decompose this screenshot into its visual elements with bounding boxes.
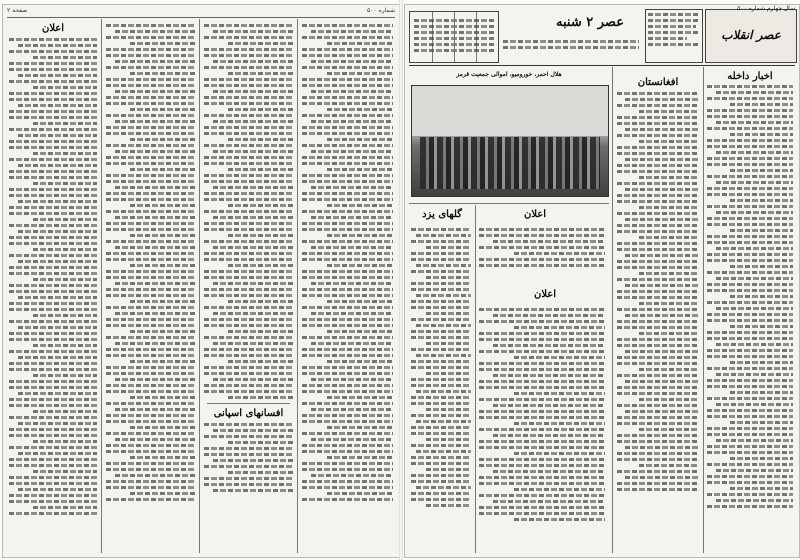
section-rule (409, 203, 609, 204)
left-column-1 (300, 21, 395, 553)
group-photo (411, 85, 609, 197)
right-page (404, 4, 800, 558)
issue-info: سال چهارم شماره ۵۰۰ (737, 5, 795, 12)
left-column-2 (202, 21, 295, 553)
advert-text-1 (477, 225, 607, 285)
left-column-3 (104, 21, 197, 553)
column-rule (199, 19, 200, 553)
right-column-1 (705, 69, 795, 553)
advert-heading-2: اعلان (533, 289, 557, 300)
page-gutter (399, 0, 403, 560)
advert-heading-1: اعلان (523, 209, 547, 220)
left-issue-number: شماره ۵۰۰ (367, 7, 395, 14)
left-page-number: صفحه ۲ (7, 7, 28, 14)
masthead-title: عصر انقلاب (721, 28, 781, 42)
dateline (501, 37, 641, 52)
right-column-4 (409, 225, 473, 553)
masthead-rule (409, 65, 795, 66)
subscription-box (645, 9, 703, 63)
masthead-logo (705, 9, 797, 63)
photo-caption: هلال احمر، خورومیو، اموالی جمعیت قرمز (456, 71, 562, 78)
right-column-3 (477, 305, 607, 553)
day-title: عصر ۲ شنبه (556, 15, 624, 30)
advert-heading: اعلان (41, 23, 65, 34)
afghanistan-heading: افغانستان (637, 77, 679, 88)
section-rule (207, 403, 291, 404)
column-rule (297, 19, 298, 553)
left-page (2, 4, 400, 558)
column-text (7, 38, 99, 515)
column-rule (703, 67, 704, 553)
left-column-4 (7, 21, 99, 553)
price-table (409, 11, 499, 63)
column-rule (475, 205, 476, 553)
right-column-2 (615, 69, 701, 553)
left-running-head (7, 7, 395, 18)
column-rule (101, 19, 102, 553)
yazd-flowers-heading: گلهای یزد (422, 209, 462, 220)
story-heading: افسانهای اسپانی (213, 408, 284, 419)
column-rule (612, 67, 613, 553)
domestic-heading: اخبار داخله (727, 71, 773, 82)
